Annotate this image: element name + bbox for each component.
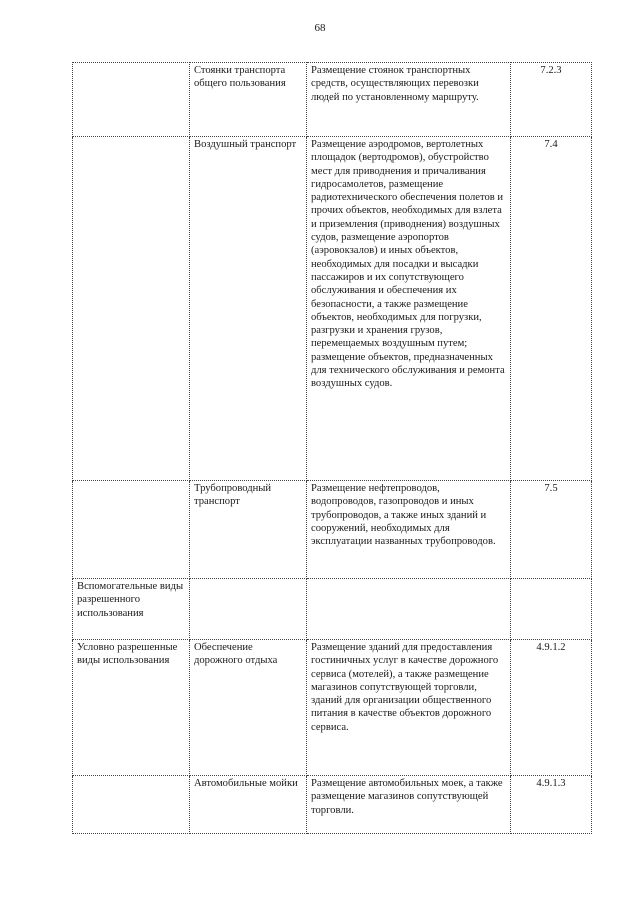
table-row	[73, 481, 592, 579]
group-cell	[73, 63, 190, 137]
use-description-cell: Размещение автомобильных моек, а также размещение магазинов сопутствующей торговли.	[307, 776, 511, 834]
table-row	[73, 63, 592, 137]
table-row	[73, 776, 592, 834]
use-name-cell: Трубопроводный транспорт	[190, 481, 307, 579]
use-description-cell: Размещение аэродромов, вертолетных площадок (вертодромов), обустройство мест для приводнения и причаливания гидросамолетов, размещение радиотехнического обеспечения полетов и прочих объектов, необходимых для взлета и приземления (приводнения) воздушных судов, размещение аэропортов (аэровокзалов) и иных объектов, необходимых для посадки и высадки пассажиров и их сопутствующего обслуживания и обеспечения их безопасности, а также размещение объектов, необходимых для погрузки, разгрузки и хранения грузов, перемещаемых воздушным путем; размещение объектов, предназначенных для технического обслуживания и ремонта воздушных судов.	[307, 137, 511, 481]
group-cell: Условно разрешенные виды использования	[73, 640, 190, 776]
use-description-cell: Размещение зданий для предоставления гостиничных услуг в качестве дорожного сервиса (мотелей), а также размещение магазинов сопутствующей торговли, зданий для организации общественного питания в качестве объектов дорожного сервиса.	[307, 640, 511, 776]
use-description-cell	[307, 579, 511, 640]
table-row	[73, 579, 592, 640]
use-code-cell: 7.4	[511, 137, 592, 481]
group-cell	[73, 776, 190, 834]
use-description-cell: Размещение нефтепроводов, водопроводов, газопроводов и иных трубопроводов, а также иных зданий и сооружений, необходимых для эксплуатации названных трубопроводов.	[307, 481, 511, 579]
use-description-cell: Размещение стоянок транспортных средств, осуществляющих перевозки людей по установленному маршруту.	[307, 63, 511, 137]
use-name-cell	[190, 579, 307, 640]
group-cell: Вспомогательные виды разрешенного использования	[73, 579, 190, 640]
use-code-cell: 7.2.3	[511, 63, 592, 137]
use-code-cell: 7.5	[511, 481, 592, 579]
group-cell	[73, 137, 190, 481]
table-row	[73, 137, 592, 481]
use-code-cell: 4.9.1.3	[511, 776, 592, 834]
use-name-cell: Автомобильные мойки	[190, 776, 307, 834]
group-cell	[73, 481, 190, 579]
table-row	[73, 640, 592, 776]
land-use-table	[72, 62, 592, 834]
use-code-cell	[511, 579, 592, 640]
page-number: 68	[314, 22, 326, 34]
use-code-cell: 4.9.1.2	[511, 640, 592, 776]
use-name-cell: Воздушный транспорт	[190, 137, 307, 481]
use-name-cell: Обеспечение дорожного отдыха	[190, 640, 307, 776]
use-name-cell: Стоянки транспорта общего пользования	[190, 63, 307, 137]
